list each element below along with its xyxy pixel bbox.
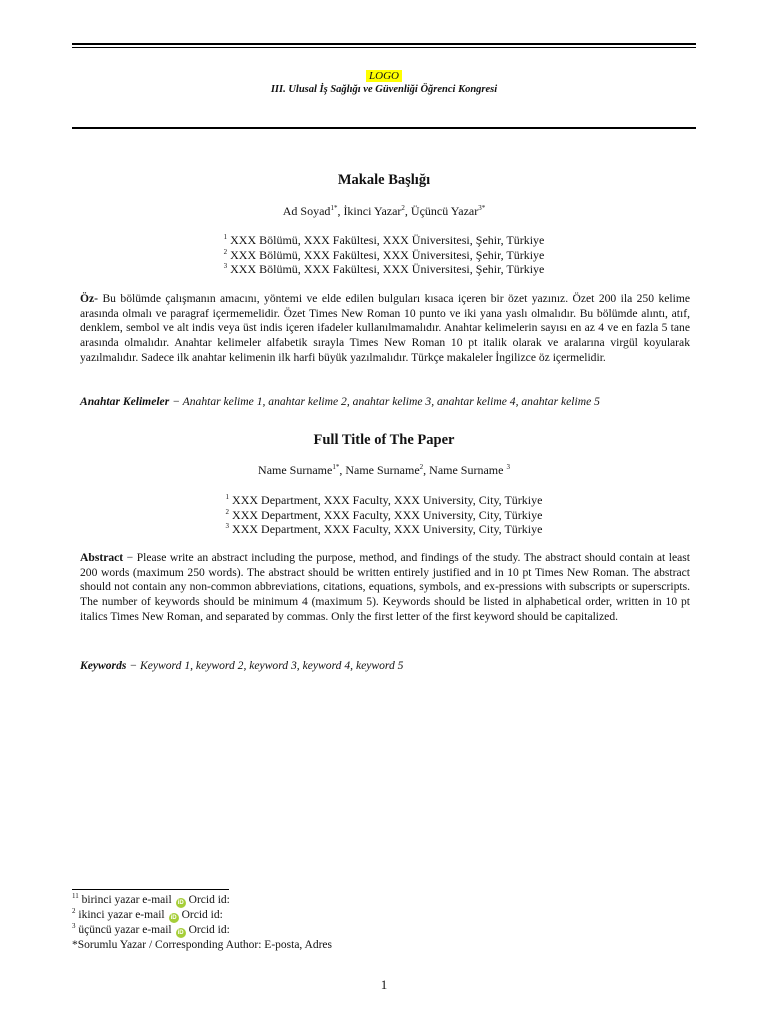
- keywords-tr: Anahtar Kelimeler − Anahtar kelime 1, anahtar kelime 2, anahtar kelime 3, anahtar kelime 4, anahtar kelime 5: [80, 395, 600, 408]
- abstract-text-en: − Please write an abstract including the purpose, method, and findings of the study. The abstract should contain at least 200 words (maximum 250 words). The abstract should be written entirely justified and in 10 pt Times New Roman. The abstract should not contain any non-common abbreviations, citations, equations, symbols, and ex-pressions with subscripts or superscripts. The number of keywords should be minimum 4 (maximum 5). Keywords should be listed in alphabetical order, written in 10 pt italics Times New Roman, and separated by commas. Only the first letter of the first keyword should be capitalized.: [80, 551, 690, 623]
- author-en-1: Name Surname$^{1*}$,: [258, 463, 346, 477]
- keywords-text-tr: Anahtar kelime 1, anahtar kelime 2, anahtar kelime 3, anahtar kelime 4, anahtar kelime 5: [182, 395, 600, 408]
- logo-placeholder: LOGO: [366, 70, 402, 82]
- affiliation-en-1: $^1$ XXX Department, XXX Faculty, XXX University, City, Türkiye: [225, 493, 543, 507]
- header-top-rule-thin: [72, 47, 696, 48]
- orcid-icon: iD: [177, 930, 184, 936]
- abstract-tr: [80, 292, 690, 366]
- authors-tr: [0, 204, 768, 219]
- affiliations-en: [0, 493, 768, 537]
- logo-line: [0, 66, 768, 84]
- orcid-icon: iD: [170, 915, 177, 921]
- congress-title: III. Ulusal İş Sağlığı ve Güvenliği Öğrenci Kongresi: [270, 84, 498, 95]
- paper-title-en: Full Title of The Paper: [313, 432, 455, 448]
- footnote-separator: [72, 889, 229, 890]
- author-en-3: Name Surname $^3$: [429, 463, 510, 477]
- header-top-rule-thick: [72, 43, 696, 45]
- keywords-label-tr: Anahtar Kelimeler: [80, 395, 170, 408]
- footnote-3: $^3$ üçüncü yazar e-mail iD Orcid id:: [72, 922, 230, 936]
- affiliation-en-3: $^3$ XXX Department, XXX Faculty, XXX University, City, Türkiye: [225, 522, 543, 536]
- author-tr-3: Üçüncü Yazar$^{3*}$: [410, 204, 486, 218]
- affiliations-tr: [0, 233, 768, 277]
- keywords-en: Keywords − Keyword 1, keyword 2, keyword 3, keyword 4, keyword 5: [80, 659, 404, 672]
- keywords-label-en: Keywords: [80, 659, 127, 672]
- abstract-en: [80, 551, 690, 625]
- abstract-label-en: Abstract: [80, 551, 124, 564]
- footnote-2: $^2$ ikinci yazar e-mail iD Orcid id:: [72, 907, 223, 921]
- author-tr-1: Ad Soyad$^{1*}$,: [282, 204, 344, 218]
- corresponding-author-note: *Sorumlu Yazar / Corresponding Author: E-posta, Adres: [72, 939, 333, 951]
- footnotes: [72, 893, 332, 953]
- affiliation-tr-1: $^1$ XXX Bölümü, XXX Fakültesi, XXX Üniversitesi, Şehir, Türkiye: [223, 233, 545, 247]
- keywords-text-en: Keyword 1, keyword 2, keyword 3, keyword 4, keyword 5: [140, 659, 404, 672]
- abstract-text-tr: Bu bölümde çalışmanın amacını, yöntemi ve elde edilen bulguları kısaca içeren bir özet yazınız. Özet 200 ila 250 kelime arasında olmalı ve paragraf içermemelidir. Özet Times New Roman 10 punto ve iki yana yaslı olmalıdır. Bu bölümde alıntı, atıf, denklem, sembol ve alt indis veya üst indis içeren ifadeler kullanılmamalıdır. Anahtar kelimelerin sayısı en az 4 ve en fazla 5 tane arasında olmalıdır. Anahtar kelimeler alfabetik sırayla Times New Roman 10 pt italik olarak ve aralarına virgül koyularak yazılmalıdır. Sadece ilk anahtar kelimenin ilk harfi büyük yazılmalıdır. Türkçe makaleler İngilizce öz içermelidir.: [80, 292, 690, 364]
- affiliation-en-2: $^2$ XXX Department, XXX Faculty, XXX University, City, Türkiye: [225, 507, 543, 522]
- page-number: 1: [380, 977, 388, 992]
- orcid-icon: iD: [177, 900, 184, 906]
- author-en-2: Name Surname$^2$,: [345, 463, 430, 477]
- footnote-1: $^{11}$ birinci yazar e-mail iD Orcid id:: [72, 892, 230, 906]
- paper-title-tr: Makale Başlığı: [337, 172, 431, 188]
- affiliation-tr-3: $^3$ XXX Bölümü, XXX Fakültesi, XXX Üniversitesi, Şehir, Türkiye: [223, 262, 545, 276]
- authors-en: [0, 463, 768, 478]
- header-bottom-rule: [72, 127, 696, 129]
- author-tr-2: İkinci Yazar$^2$,: [343, 204, 411, 218]
- affiliation-tr-2: $^2$ XXX Bölümü, XXX Fakültesi, XXX Üniversitesi, Şehir, Türkiye: [223, 247, 545, 262]
- abstract-label-tr: Öz-: [80, 292, 99, 305]
